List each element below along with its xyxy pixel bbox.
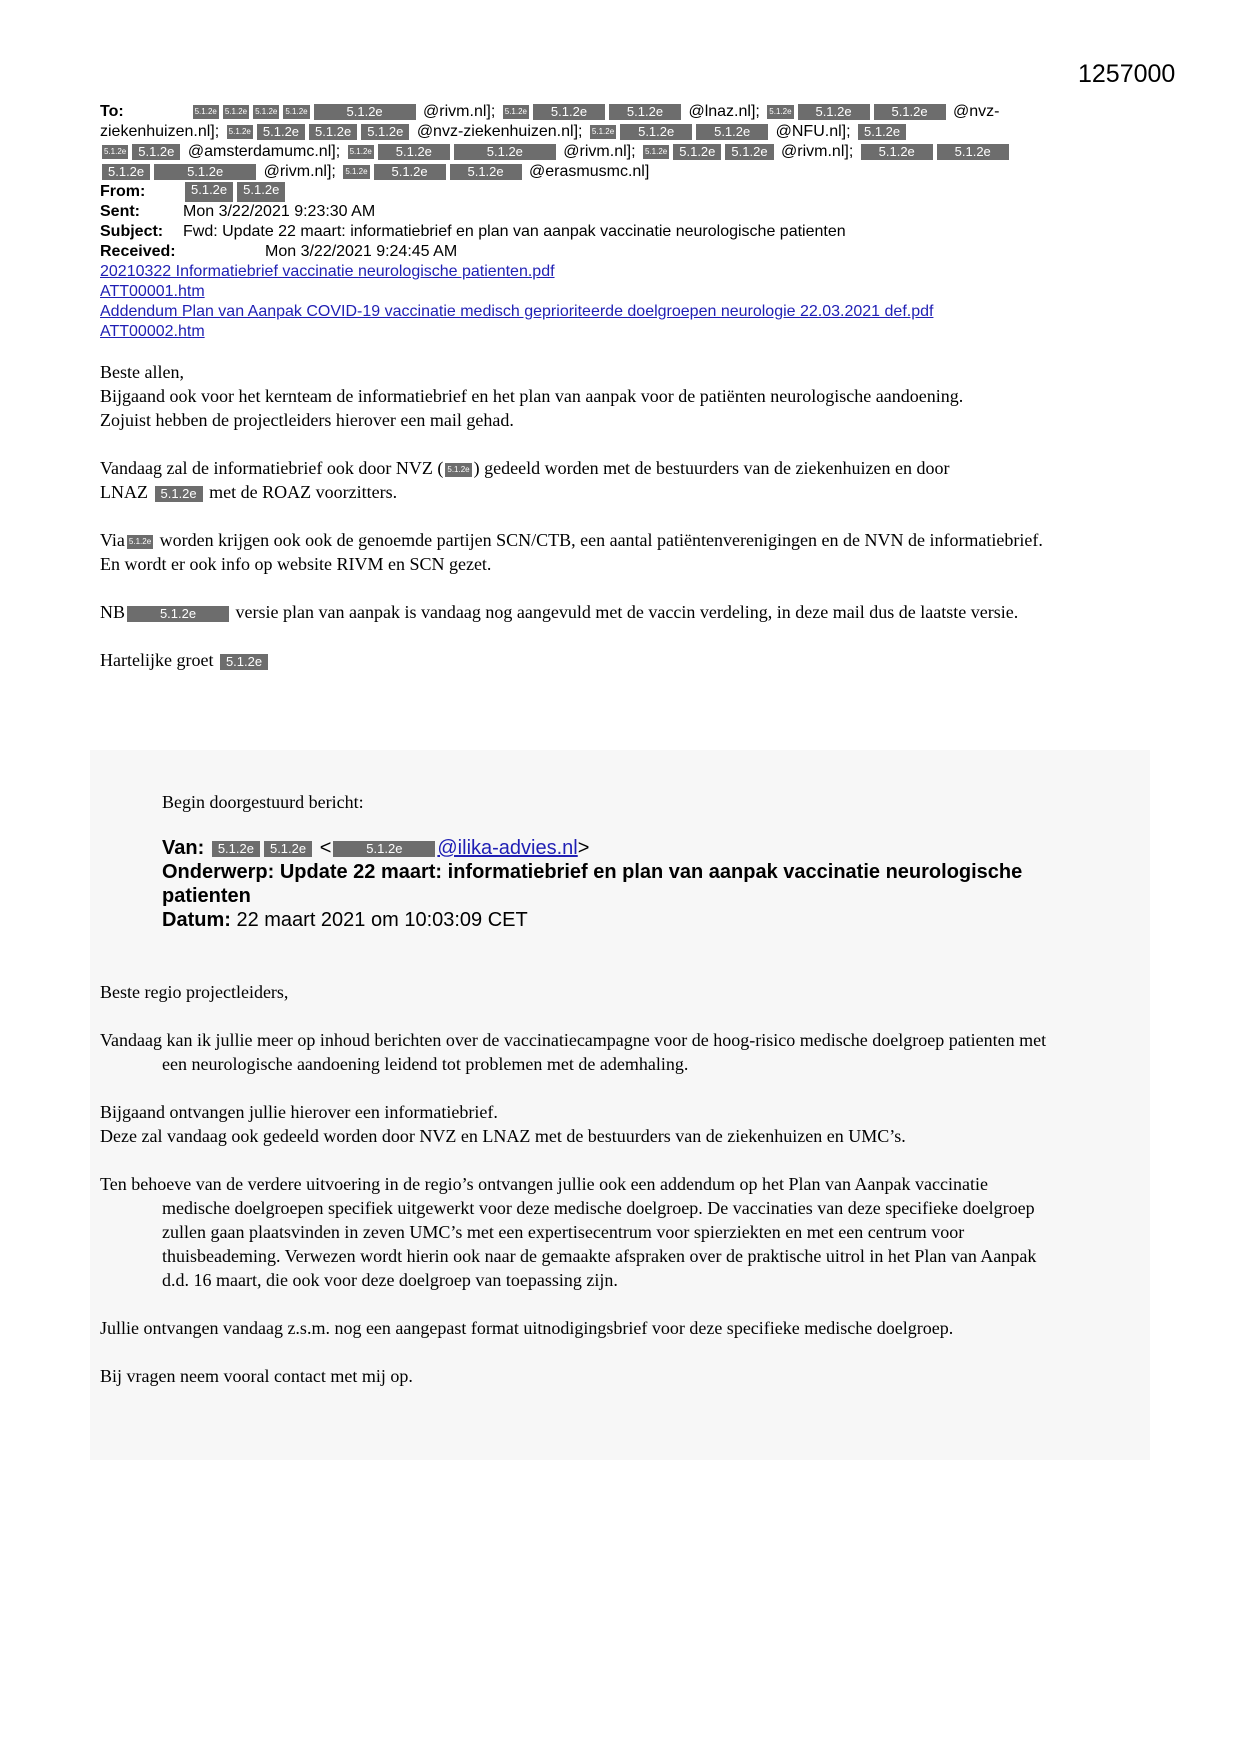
forwarded-header [162,790,1112,932]
document-number: 1257000 [1078,60,1176,88]
to-email: @rivm.nl]; [423,103,496,120]
redaction: 5.1.2e [333,841,435,857]
redaction: 5.1.2e [343,165,369,179]
to-email: @amsterdamumc.nl]; [187,143,341,160]
subject-label: Subject: [100,223,164,240]
redaction: 5.1.2e [348,145,374,159]
redaction: 5.1.2e [620,124,692,140]
from-label: From: [100,183,146,200]
body-text: Zojuist hebben de projectleiders hierover een mail gehad. [100,410,514,430]
to-email: @erasmusmc.nl] [529,163,650,180]
redaction: 5.1.2e [503,105,529,119]
redaction: 5.1.2e [673,144,721,160]
redaction: 5.1.2e [450,164,522,180]
datum-value: 22 maart 2021 om 10:03:09 CET [236,909,528,931]
body-text: En wordt er ook info op website RIVM en SCN gezet. [100,554,492,574]
received-label: Received: [100,243,176,260]
redaction: 5.1.2e [374,164,446,180]
redaction: 5.1.2e [237,182,285,202]
forwarded-paragraph: Bij vragen neem vooral contact met mij op. [100,1366,413,1386]
redaction: 5.1.2e [937,144,1009,160]
body-text: versie plan van aanpak is vandaag nog aangevuld met de vaccin verdeling, in deze mail dus de laatste versie. [235,602,1019,622]
redaction: 5.1.2e [361,124,409,140]
email-body [100,360,1110,696]
redaction: 5.1.2e [154,164,256,180]
subject-row [100,222,1140,242]
subject-value: Fwd: Update 22 maart: informatiebrief en plan van aanpak vaccinatie neurologische patienten [183,223,846,240]
redaction: 5.1.2e [643,145,669,159]
datum-row [162,908,1112,932]
redaction: 5.1.2e [378,144,450,160]
attachment-link[interactable]: ATT00001.htm [100,283,205,300]
to-line-4 [100,162,1140,182]
redaction: 5.1.2e [309,124,357,140]
attachment-link[interactable]: 20210322 Informatiebrief vaccinatie neurologische patienten.pdf [100,263,555,280]
to-email: @rivm.nl]; [781,143,854,160]
redaction: 5.1.2e [283,105,309,119]
redaction: 5.1.2e [798,104,870,120]
redaction: 5.1.2e [767,105,793,119]
received-value: Mon 3/22/2021 9:24:45 AM [265,243,458,260]
closing: Hartelijke groet [100,650,214,670]
sender-email-link[interactable]: @ilika-advies.nl [437,837,578,859]
body-text: worden krijgen ook ook de genoemde partijen SCN/CTB, een aantal patiëntenverenigingen en de NVN de informatiebrief. [159,530,1043,550]
redaction: 5.1.2e [193,105,219,119]
forwarded-greeting: Beste regio projectleiders, [100,982,289,1002]
to-email: @nvz- [953,103,1000,120]
redaction: 5.1.2e [454,144,556,160]
body-text: NB [100,602,126,622]
redaction: 5.1.2e [102,145,128,159]
forward-intro: Begin doorgestuurd bericht: [162,792,364,812]
to-email: @nvz-ziekenhuizen.nl]; [416,123,583,140]
redaction: 5.1.2e [253,105,279,119]
body-text: ) gedeeld worden met de bestuurders van de ziekenhuizen en door [473,458,950,478]
body-text: Vandaag zal de informatiebrief ook door NVZ ( [100,458,444,478]
redaction: 5.1.2e [264,841,312,857]
onderwerp-label: Onderwerp: [162,861,275,883]
from-row [100,182,1140,202]
redaction: 5.1.2e [185,182,233,202]
redaction: 5.1.2e [227,125,253,139]
redaction: 5.1.2e [223,105,249,119]
received-row [100,242,1140,262]
forwarded-paragraph: Ten behoeve van de verdere uitvoering in de regio’s ontvangen jullie ook een addendum op het Plan van Aanpak vaccinatie medische doelgroepen specifiek uitgewerkt voor deze medische doelgroep. De vaccinaties van deze specifieke doelgroep zullen gaan plaatsvinden in zeven UMC’s met een expertisecentrum voor spierziekten en met een centrum voor thuisbeademing. Verwezen wordt hierin ook naar de gemaakte afspraken over de praktische uitrol in het Plan van Aanpak d.d. 16 maart, die ook voor deze doelgroep van toepassing zijn. [100,1174,1037,1290]
redaction: 5.1.2e [127,606,229,622]
redaction: 5.1.2e [725,144,773,160]
forwarded-body [100,980,1060,1412]
to-email: @rivm.nl]; [563,143,636,160]
redaction: 5.1.2e [858,124,906,140]
redaction: 5.1.2e [861,144,933,160]
greeting: Beste allen, [100,362,184,382]
to-email: @lnaz.nl]; [688,103,760,120]
redaction: 5.1.2e [445,463,471,477]
to-line-1 [100,102,1140,122]
body-paragraph [100,528,1110,576]
body-text: Bijgaand ook voor het kernteam de informatiebrief en het plan van aanpak voor de patiënten neurologische aandoening. [100,386,964,406]
redaction: 5.1.2e [102,164,150,180]
onderwerp-value: Update 22 maart: informatiebrief en plan van aanpak vaccinatie neurologische patienten [162,861,1023,907]
redaction: 5.1.2e [533,104,605,120]
body-text: met de ROAZ voorzitters. [209,482,398,502]
body-paragraph [100,456,1110,504]
bracket: < [319,837,332,859]
redaction: 5.1.2e [609,104,681,120]
onderwerp-row [162,860,1112,908]
redaction: 5.1.2e [590,125,616,139]
attachment-link[interactable]: ATT00002.htm [100,323,205,340]
forwarded-paragraph: Jullie ontvangen vandaag z.s.m. nog een aangepast format uitnodigingsbrief voor deze specifieke medische doelgroep. [100,1318,954,1338]
to-label: To: [100,103,124,120]
redaction: 5.1.2e [257,124,305,140]
to-email: @rivm.nl]; [263,163,336,180]
email-header [100,102,1140,342]
datum-label: Datum: [162,909,231,931]
body-text: Via [100,530,125,550]
to-line-3 [100,142,1140,162]
redaction: 5.1.2e [696,124,768,140]
forwarded-paragraph: Vandaag kan ik jullie meer op inhoud berichten over de vaccinatiecampagne voor de hoog-risico medische doelgroep patienten met een neurologische aandoening leidend tot problemen met de ademhaling. [100,1030,1047,1074]
redaction: 5.1.2e [155,486,203,502]
body-paragraph [100,600,1110,624]
redaction: 5.1.2e [314,104,416,120]
body-text: LNAZ [100,482,148,502]
redaction: 5.1.2e [874,104,946,120]
bracket: > [577,837,590,859]
redaction: 5.1.2e [132,144,180,160]
body-paragraph [100,648,1110,672]
forwarded-paragraph: Bijgaand ontvangen jullie hierover een informatiebrief. [100,1102,498,1122]
van-row [162,836,1112,860]
body-paragraph [100,360,1110,432]
van-label: Van: [162,837,205,859]
to-email: @NFU.nl]; [775,123,851,140]
sent-label: Sent: [100,203,140,220]
forwarded-paragraph: Deze zal vandaag ook gedeeld worden door NVZ en LNAZ met de bestuurders van de ziekenhuizen en UMC’s. [100,1126,906,1146]
forwarded-meta [162,836,1112,932]
attachment-link[interactable]: Addendum Plan van Aanpak COVID-19 vaccinatie medisch geprioriteerde doelgroepen neurologie 22.03.2021 def.pdf [100,303,934,320]
to-line-2 [100,122,1140,142]
sent-row [100,202,1140,222]
to-email: ziekenhuizen.nl]; [100,123,220,140]
redaction: 5.1.2e [220,654,268,670]
redaction: 5.1.2e [212,841,260,857]
sent-value: Mon 3/22/2021 9:23:30 AM [183,203,376,220]
redaction: 5.1.2e [127,535,153,549]
